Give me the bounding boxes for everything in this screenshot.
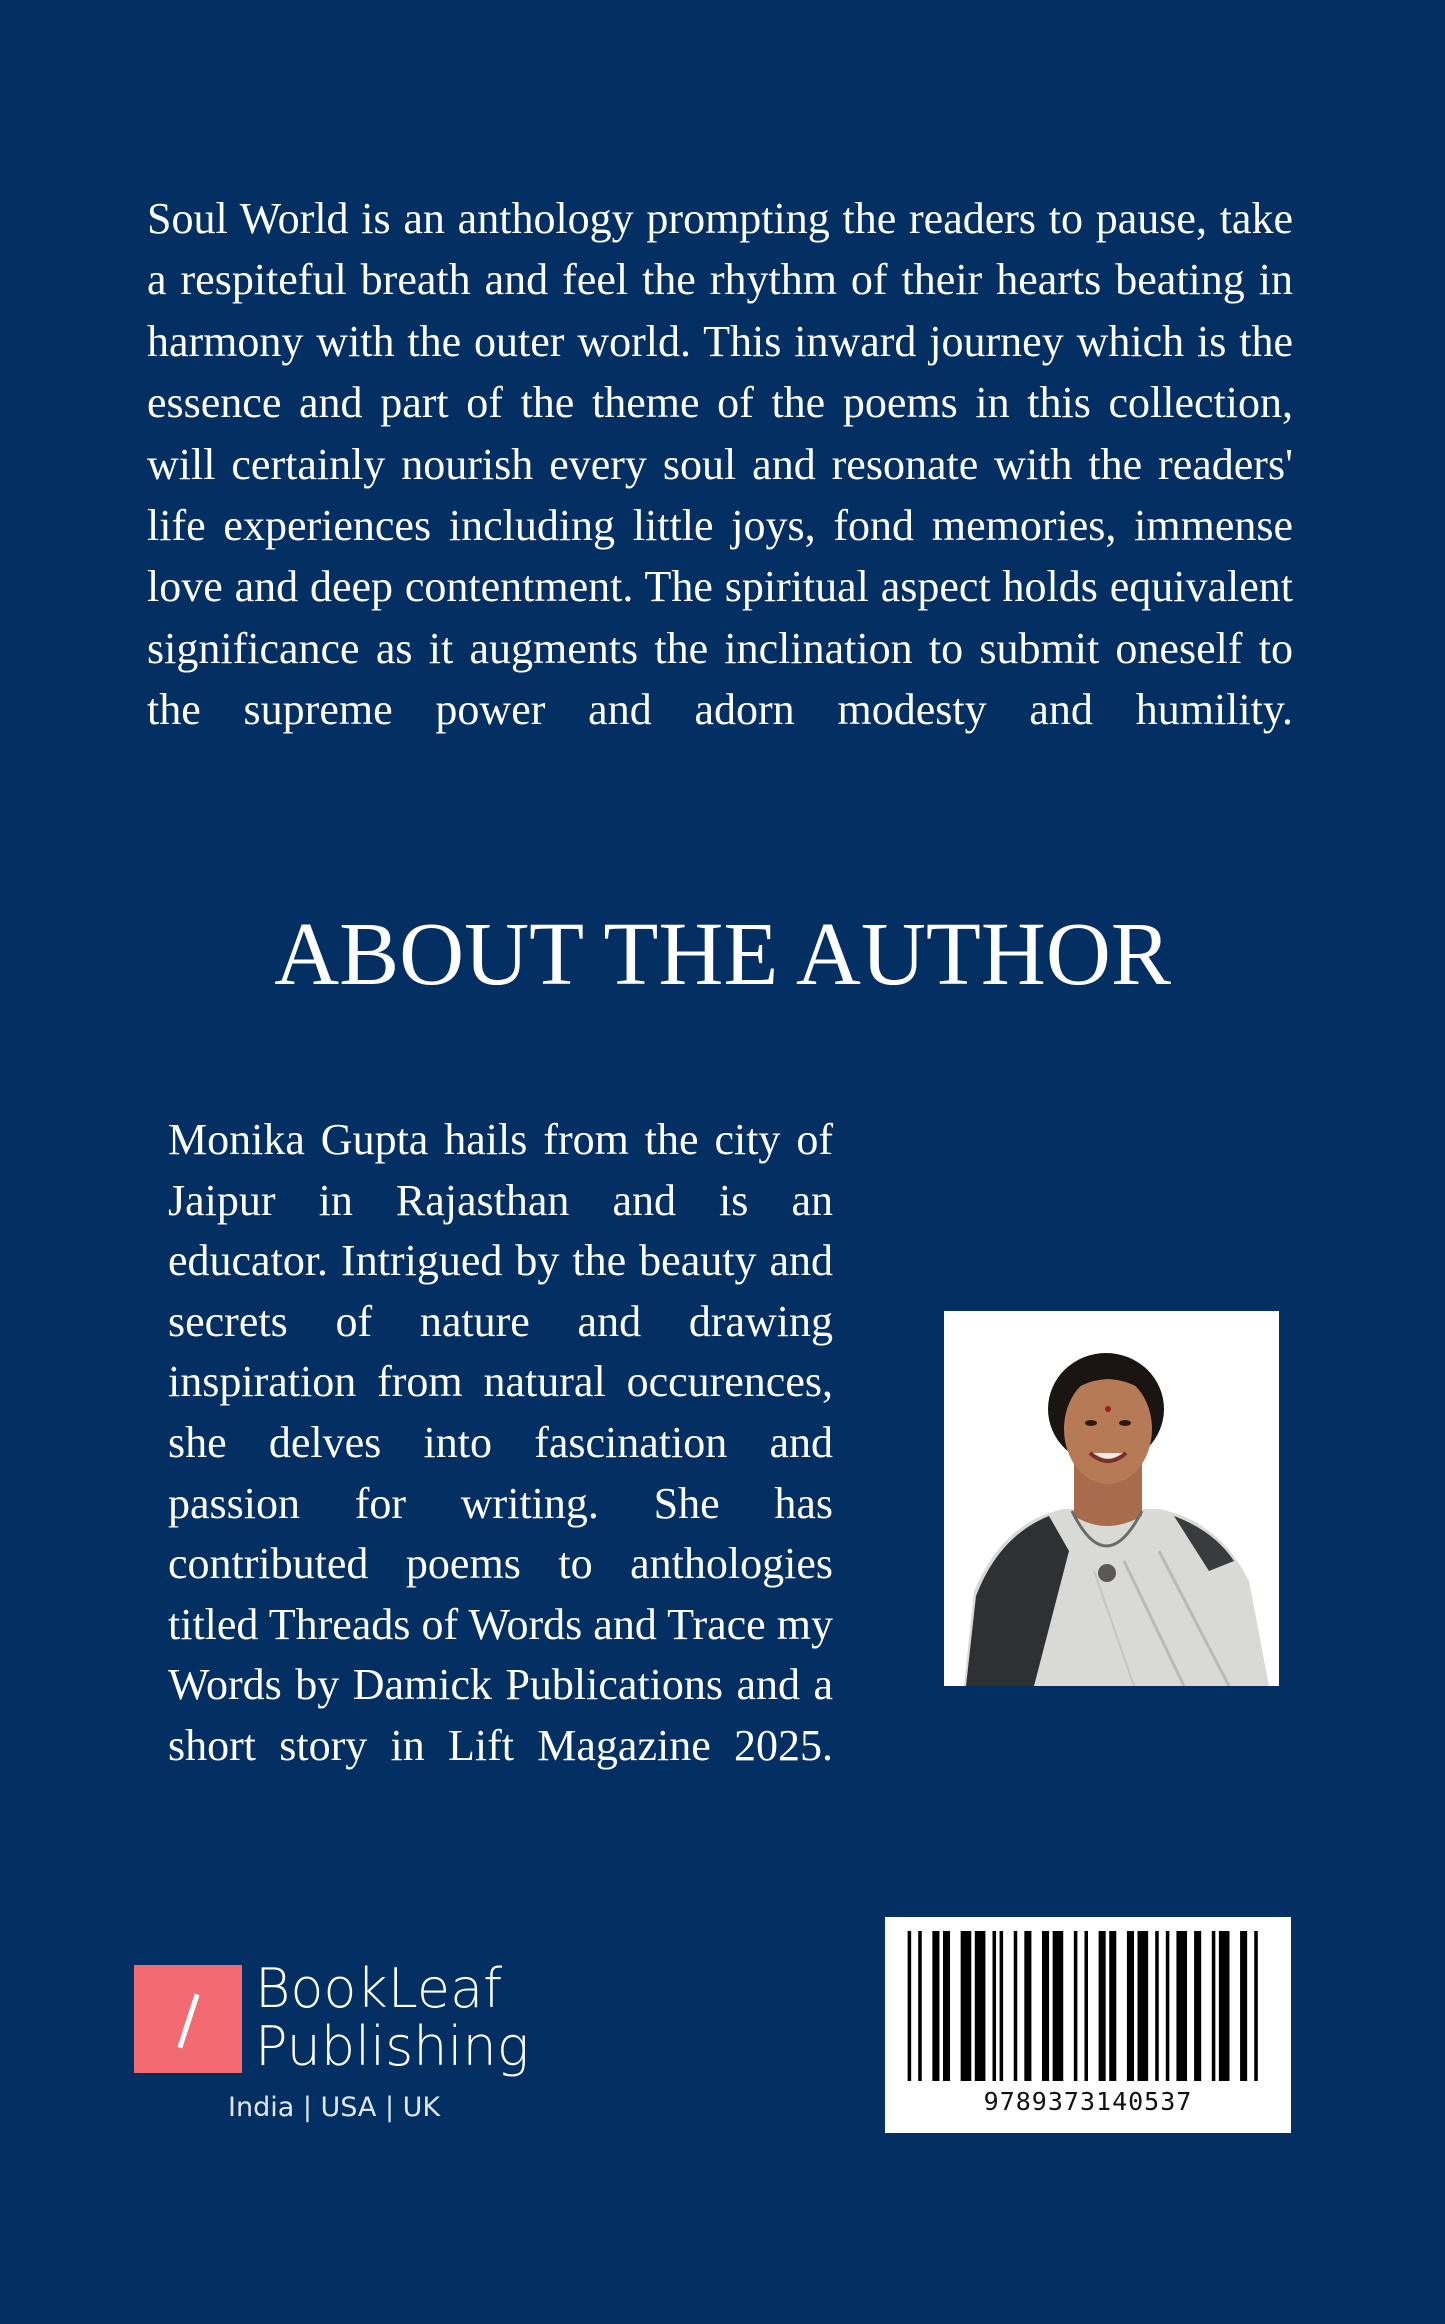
publisher-logo	[134, 1957, 554, 2140]
publisher-regions: India | USA | UK	[228, 2092, 441, 2123]
barcode-bar	[1166, 1931, 1170, 2081]
publisher-logo-mark	[134, 1965, 242, 2073]
publisher-name	[255, 1957, 530, 2078]
barcode-bar	[1155, 1931, 1159, 2081]
barcode-bar	[1024, 1931, 1031, 2081]
barcode-bar	[1176, 1931, 1187, 2081]
barcode-bar	[1127, 1931, 1134, 2081]
barcode-bar	[1000, 1931, 1004, 2081]
barcode-bar	[1240, 1931, 1247, 2081]
barcode-bars	[897, 1931, 1279, 2081]
barcode-bar	[1194, 1931, 1201, 2081]
barcode-bar	[1219, 1931, 1230, 2081]
barcode-bar	[1254, 1931, 1258, 2081]
barcode-bar	[975, 1931, 986, 2081]
author-photo	[944, 1311, 1279, 1686]
barcode-bar	[1042, 1931, 1049, 2081]
publisher-name-line2: Publishing	[255, 2015, 530, 2078]
barcode-bar	[1212, 1931, 1216, 2081]
barcode-bar	[918, 1931, 922, 2081]
barcode-bar	[943, 1931, 950, 2081]
barcode-bar	[932, 1931, 939, 2081]
barcode-bar	[908, 1931, 912, 2081]
barcode-bar	[1109, 1931, 1116, 2081]
author-bio-text: Monika Gupta hails from the city of Jaipur in Rajasthan and is an educator. Intrigued by the beauty and secrets of nature and drawing inspiration from natural occurences, she delves into fascination and passion for writing. She has contributed poems to anthologies titled Threads of Words and Trace my Words by Damick Publications and a short story in Lift Magazine 2025.	[168, 1115, 833, 1770]
isbn-barcode	[885, 1917, 1291, 2133]
blurb-text: Soul World is an anthology prompting the readers to pause, take a respiteful breath and feel the rhythm of their hearts beating in harmony with the outer world. This inward journey which is the essence and part of the theme of the poems in this collection, will certainly nourish every soul and resonate with the readers' life experiences including little joys, fond memories, immense love and deep contentment. The spiritual aspect holds equivalent significance as it augments the inclination to submit oneself to the supreme power and adorn modesty and humility.	[147, 194, 1293, 735]
barcode-bar	[961, 1931, 972, 2081]
barcode-bar	[1014, 1931, 1018, 2081]
barcode-bar	[993, 1931, 997, 2081]
about-author-heading: ABOUT THE AUTHOR	[274, 905, 1171, 1004]
barcode-bar	[1074, 1931, 1078, 2081]
publisher-name-line1: BookLeaf	[255, 1957, 503, 2020]
isbn-number: 9789373140537	[983, 2087, 1193, 2116]
barcode-bar	[1099, 1931, 1106, 2081]
slash-icon	[177, 1994, 199, 2049]
barcode-bar	[1084, 1931, 1088, 2081]
barcode-bar	[1138, 1931, 1149, 2081]
barcode-bar	[1053, 1931, 1064, 2081]
